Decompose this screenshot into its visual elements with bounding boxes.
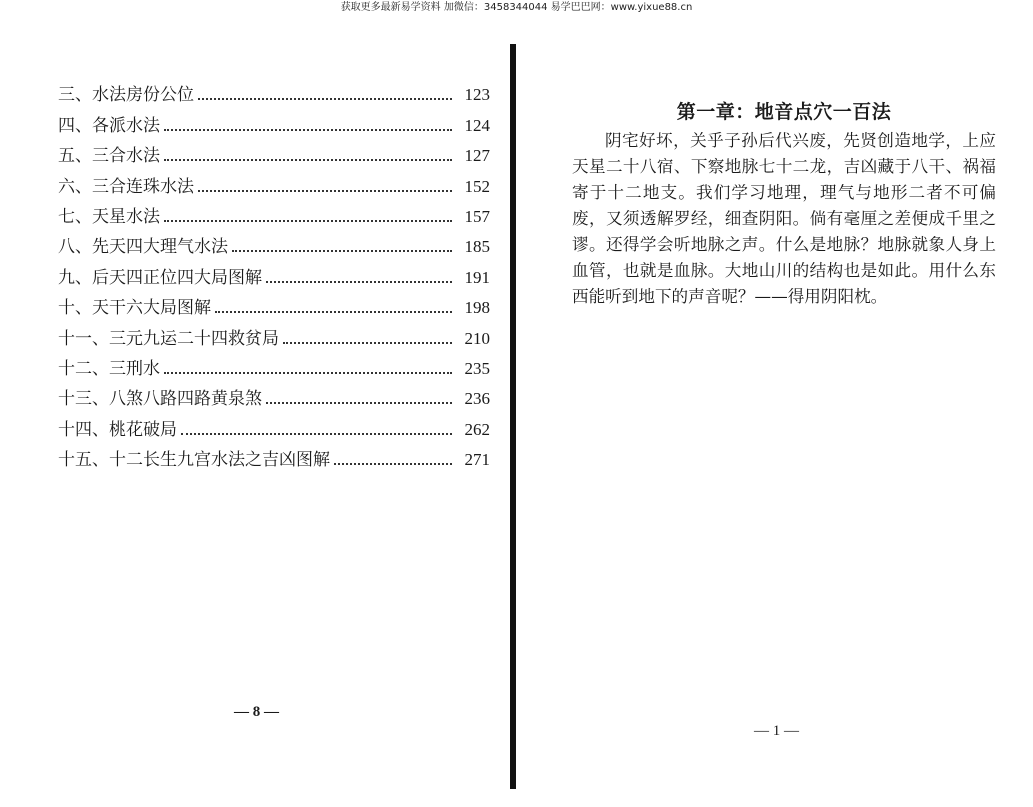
toc-entry [58, 258, 490, 288]
toc-entry [58, 350, 490, 380]
right-page [572, 100, 996, 310]
toc-entry-title: 十一、三元九运二十四救贫局 [58, 328, 279, 349]
toc-entry-title: 三、水法房份公位 [58, 85, 194, 106]
toc-entry [58, 380, 490, 410]
toc-entry-page-number: 210 [464, 328, 490, 348]
toc-entry-page-number: 157 [464, 206, 490, 226]
toc-leader-dots [164, 111, 452, 131]
toc-leader-dots [232, 232, 452, 252]
left-page [58, 76, 490, 471]
toc-entry [58, 441, 490, 471]
book-gutter [510, 44, 516, 789]
toc-entry-page-number: 262 [464, 419, 490, 439]
toc-leader-dots [164, 202, 452, 222]
toc-leader-dots [164, 354, 452, 374]
toc-entry-title: 八、先天四大理气水法 [58, 237, 228, 258]
toc-entry-title: 五、三合水法 [58, 146, 160, 167]
left-page-number: — 8 — [234, 704, 279, 720]
toc-entry [58, 198, 490, 228]
toc-entry-title: 七、天星水法 [58, 206, 160, 227]
chapter-title: 第一章：地音点穴一百法 [676, 101, 892, 123]
toc-entry-title: 十、天干六大局图解 [58, 298, 211, 319]
toc-entry-title: 十二、三刑水 [58, 358, 160, 379]
toc-entry [58, 167, 490, 197]
toc-entry-page-number: 124 [464, 115, 490, 135]
table-of-contents [58, 76, 490, 471]
toc-entry-page-number: 198 [464, 298, 490, 318]
toc-entry [58, 106, 490, 136]
toc-leader-dots [164, 141, 452, 161]
toc-leader-dots [283, 324, 452, 344]
toc-entry [58, 410, 490, 440]
toc-entry-title: 十四、桃花破局 [58, 419, 177, 440]
right-page-number: — 1 — [754, 723, 799, 739]
toc-entry [58, 228, 490, 258]
toc-entry [58, 319, 490, 349]
toc-entry-title: 九、后天四正位四大局图解 [58, 267, 262, 288]
toc-entry-title: 十五、十二长生九宫水法之吉凶图解 [58, 450, 330, 471]
toc-leader-dots [334, 445, 452, 465]
toc-entry-title: 十三、八煞八路四路黄泉煞 [58, 389, 262, 410]
chapter-body-text: 阴宅好坏，关乎子孙后代兴废，先贤创造地学，上应天星二十八宿、下察地脉七十二龙，吉凶藏于八干、祸福寄于十二地支。我们学习地理，理气与地形二者不可偏废，又须透解罗经，细查阴阳。倘有毫厘之差便成千里之谬。还得学会听地脉之声。什么是地脉？地脉就象人身上血管，也就是血脉。大地山川的结构也是如此。用什么东西能听到地下的声音呢？——得用阴阳枕。 [572, 131, 996, 306]
toc-entry-page-number: 191 [464, 267, 490, 287]
toc-leader-dots [181, 415, 452, 435]
toc-entry [58, 137, 490, 167]
page-header-banner: 获取更多最新易学资料 加微信：3458344044 易学巴巴网：www.yixue88.cn [340, 2, 693, 13]
toc-entry-page-number: 235 [464, 358, 490, 378]
toc-entry [58, 289, 490, 319]
toc-leader-dots [266, 384, 452, 404]
toc-entry-page-number: 236 [464, 389, 490, 409]
toc-entry-title: 四、各派水法 [58, 115, 160, 136]
toc-entry-page-number: 123 [464, 85, 490, 105]
toc-leader-dots [198, 80, 452, 100]
toc-leader-dots [215, 293, 452, 313]
toc-entry-page-number: 152 [464, 176, 490, 196]
toc-entry-page-number: 127 [464, 146, 490, 166]
toc-entry-page-number: 271 [464, 450, 490, 470]
toc-leader-dots [266, 263, 452, 283]
toc-leader-dots [198, 172, 452, 192]
toc-entry-page-number: 185 [464, 237, 490, 257]
toc-entry-title: 六、三合连珠水法 [58, 176, 194, 197]
toc-entry [58, 76, 490, 106]
